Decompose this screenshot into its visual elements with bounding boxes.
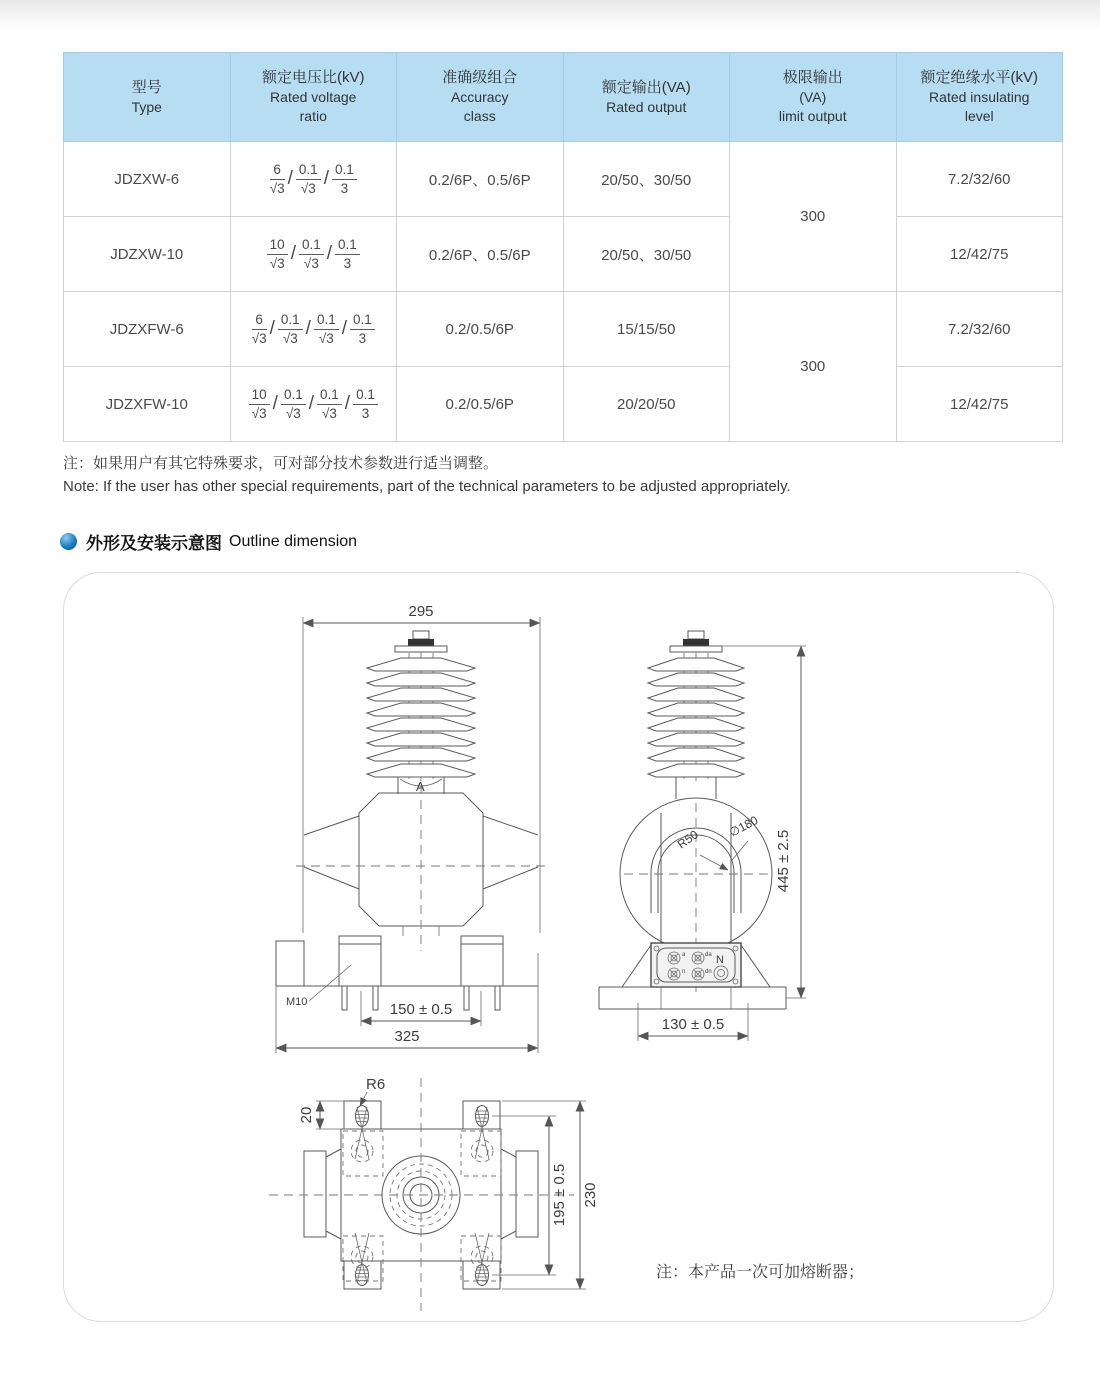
fraction-denominator: √3 — [318, 330, 334, 346]
front-hole-spacing-dim: 150 ± 0.5 — [389, 1001, 453, 1018]
fraction-denominator: √3 — [303, 255, 319, 271]
fraction-separator: / — [305, 318, 311, 339]
ratio-fraction — [252, 312, 267, 346]
cell-type: JDZXW-6 — [64, 142, 231, 217]
cell-type: JDZXW-10 — [64, 217, 231, 292]
fraction-numerator: 0.1 — [314, 312, 339, 330]
column-header-line: 型号 — [131, 78, 162, 96]
fraction-separator: / — [308, 393, 315, 414]
fraction-numerator: 0.1 — [317, 387, 342, 405]
column-header-line: 极限输出 — [782, 69, 843, 86]
column-header-line: 额定输出(VA) — [601, 78, 691, 96]
fraction-denominator: 3 — [361, 405, 370, 421]
fraction-separator: / — [287, 168, 293, 189]
cell-rated-output: 20/20/50 — [563, 367, 730, 442]
ratio-fraction — [299, 237, 324, 271]
page-top-shadow — [0, 0, 1100, 30]
fraction-separator: / — [269, 318, 275, 339]
side-base-width-dim: 130 ± 0.5 — [661, 1016, 725, 1033]
side-view — [599, 631, 806, 1041]
cell-voltage-ratio — [230, 292, 397, 367]
column-header-line: class — [463, 108, 496, 124]
terminal-dn-label: dn — [705, 969, 712, 975]
column-header-line: ratio — [299, 108, 327, 124]
column-header-5 — [896, 53, 1063, 142]
fraction-numerator: 10 — [267, 237, 288, 255]
column-header-0 — [64, 53, 231, 142]
ratio-fraction — [249, 387, 270, 421]
cell-insulating-level: 12/42/75 — [896, 367, 1063, 442]
plan-tab-dim: 20 — [298, 1106, 315, 1124]
fraction-numerator: 0.1 — [278, 312, 303, 330]
fraction-separator: / — [341, 318, 348, 339]
cell-voltage-ratio — [230, 367, 397, 442]
ratio-fraction — [270, 162, 285, 196]
spec-table-head — [64, 53, 1063, 142]
fraction-separator: / — [290, 243, 296, 264]
cell-type: JDZXFW-6 — [64, 292, 231, 367]
fraction-numerator: 0.1 — [299, 237, 324, 255]
ratio-fraction — [317, 387, 342, 421]
ratio-fraction — [267, 237, 288, 271]
ratio-fraction — [281, 387, 306, 421]
fraction-separator: / — [344, 393, 351, 414]
fraction-denominator: √3 — [269, 255, 285, 271]
ratio-fraction — [296, 162, 321, 196]
fraction-denominator: √3 — [269, 180, 285, 196]
front-base-width-dim: 325 — [394, 1028, 420, 1045]
column-header-line: Rated output — [606, 98, 687, 115]
sphere-bullet-icon — [60, 533, 77, 550]
cell-rated-output: 15/15/50 — [563, 292, 730, 367]
fraction-denominator: 3 — [340, 180, 349, 196]
table-row — [64, 142, 1063, 217]
plan-view — [269, 1076, 599, 1311]
cell-limit-output: 300 — [730, 142, 897, 292]
column-header-line: 准确级组合 — [442, 69, 518, 86]
column-header-line: Type — [131, 98, 162, 115]
front-port-label: A — [416, 779, 425, 794]
section-title-en: Outline dimension — [229, 532, 358, 550]
plan-width-dim: 230 — [582, 1182, 599, 1208]
spec-table-body — [64, 142, 1063, 442]
spec-table-header-row — [64, 53, 1063, 142]
fraction-denominator: √3 — [285, 405, 301, 421]
cell-type: JDZXFW-10 — [64, 367, 231, 442]
section-header — [60, 529, 357, 554]
column-header-3 — [563, 53, 730, 142]
side-height-dim: 445 ± 2.5 — [775, 829, 792, 893]
ratio-fraction — [278, 312, 303, 346]
column-header-line: Accuracy — [450, 89, 509, 105]
drawing-note: 注：本产品一次可加熔断器； — [656, 1264, 865, 1281]
column-header-line: 额定电压比(kV) — [262, 69, 365, 86]
fraction-numerator: 0.1 — [332, 162, 357, 180]
plan-slot-radius-label: R6 — [366, 1076, 386, 1093]
note-english: Note: If the user has other special requirements, part of the technical parameters to be adjusted appropriately. — [63, 478, 791, 495]
section-title-cn: 外形及安装示意图 — [86, 534, 222, 553]
outline-drawings — [64, 573, 1053, 1321]
fraction-numerator: 10 — [249, 387, 270, 405]
fraction-denominator: √3 — [251, 330, 267, 346]
cell-accuracy-class: 0.2/6P、0.5/6P — [397, 217, 564, 292]
fraction-denominator: 3 — [343, 255, 352, 271]
ratio-fraction — [353, 387, 378, 421]
side-diameter-label: ∅180 — [726, 812, 761, 840]
fraction-numerator: 0.1 — [350, 312, 375, 330]
column-header-line: Rated voltage — [270, 89, 357, 105]
terminal-n-label: n — [682, 969, 686, 975]
fraction-numerator: 0.1 — [353, 387, 378, 405]
cell-insulating-level: 12/42/75 — [896, 217, 1063, 292]
cell-voltage-ratio — [230, 142, 397, 217]
column-header-1 — [230, 53, 397, 142]
side-arc-radius-label: R50 — [674, 827, 701, 852]
fraction-separator: / — [326, 243, 333, 264]
cell-voltage-ratio — [230, 217, 397, 292]
fraction-numerator: 0.1 — [296, 162, 321, 180]
note-chinese: 注：如果用户有其它特殊要求，可对部分技术参数进行适当调整。 — [63, 455, 499, 472]
front-view — [276, 603, 546, 1053]
cell-accuracy-class: 0.2/0.5/6P — [397, 367, 564, 442]
fraction-numerator: 0.1 — [281, 387, 306, 405]
cell-insulating-level: 7.2/32/60 — [896, 292, 1063, 367]
column-header-line: limit output — [778, 108, 847, 124]
front-thread-label: M10 — [286, 996, 308, 1008]
terminal-da-label: da — [705, 952, 712, 958]
table-row — [64, 217, 1063, 292]
cell-rated-output: 20/50、30/50 — [563, 142, 730, 217]
fraction-denominator: √3 — [300, 180, 316, 196]
column-header-line: (VA) — [799, 89, 827, 105]
ratio-fraction — [335, 237, 360, 271]
column-header-2 — [397, 53, 564, 142]
column-header-line: 额定绝缘水平(kV) — [920, 69, 1038, 86]
column-header-line: level — [964, 108, 994, 124]
plan-hole-spacing-dim: 195 ± 0.5 — [551, 1163, 568, 1227]
cell-insulating-level: 7.2/32/60 — [896, 142, 1063, 217]
fraction-separator: / — [323, 168, 329, 189]
ratio-fraction — [350, 312, 375, 346]
column-header-line: Rated insulating — [929, 89, 1030, 105]
fraction-numerator: 0.1 — [335, 237, 360, 255]
table-row — [64, 292, 1063, 367]
ratio-fraction — [314, 312, 339, 346]
terminal-a-label: a — [682, 952, 686, 958]
fraction-numerator: 6 — [270, 162, 285, 180]
cell-accuracy-class: 0.2/6P、0.5/6P — [397, 142, 564, 217]
cell-rated-output: 20/50、30/50 — [563, 217, 730, 292]
fraction-denominator: √3 — [282, 330, 298, 346]
outline-dimension-panel — [63, 572, 1054, 1322]
cell-limit-output: 300 — [730, 292, 897, 442]
fraction-denominator: √3 — [251, 405, 267, 421]
column-header-4 — [730, 53, 897, 142]
fraction-denominator: 3 — [358, 330, 367, 346]
fraction-separator: / — [272, 393, 278, 414]
spec-table — [63, 52, 1063, 442]
fraction-numerator: 6 — [252, 312, 267, 330]
ratio-fraction — [332, 162, 357, 196]
fraction-denominator: √3 — [321, 405, 337, 421]
front-width-dim: 295 — [408, 603, 434, 620]
terminal-N-label: N — [716, 954, 724, 966]
table-row — [64, 367, 1063, 442]
cell-accuracy-class: 0.2/0.5/6P — [397, 292, 564, 367]
